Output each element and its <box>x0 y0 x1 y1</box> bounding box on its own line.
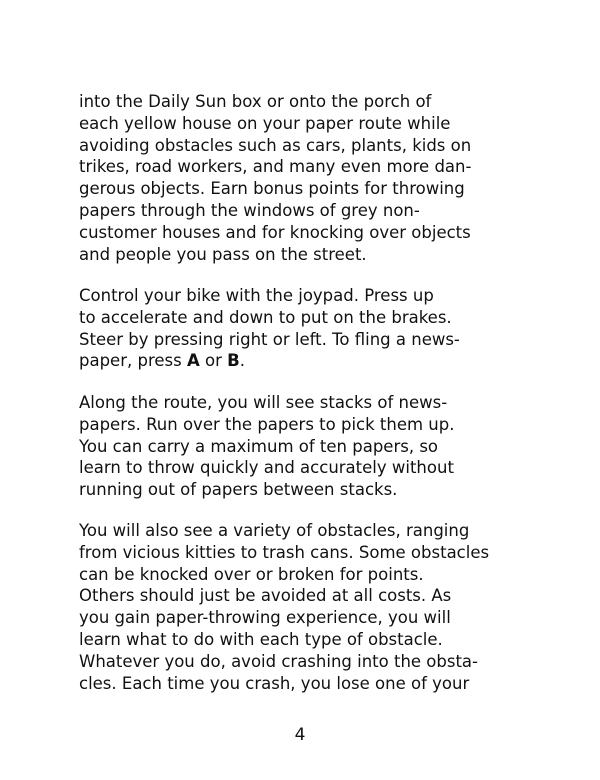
text-line: customer houses and for knocking over objects <box>79 222 471 242</box>
text-line: You will also see a variety of obstacles, ranging <box>79 521 470 540</box>
button-b-label: B <box>227 351 240 371</box>
text-line: cles. Each time you crash, you lose one of your <box>79 673 470 693</box>
text-line: into the Daily Sun box or onto the porch of <box>79 92 432 111</box>
text-line: Along the route, you will see stacks of news- <box>79 393 448 412</box>
text-fragment: or <box>199 351 228 371</box>
text-fragment: . <box>239 351 245 371</box>
text-line: papers. Run over the papers to pick them up. <box>79 414 455 434</box>
paragraph-controls <box>79 285 529 372</box>
text-line: learn what to do with each type of obstacle. <box>79 629 443 649</box>
text-line: Others should just be avoided at all costs. As <box>79 586 452 606</box>
text-line: gerous objects. Earn bonus points for throwing <box>79 179 465 199</box>
text-line: running out of papers between stacks. <box>79 480 398 500</box>
paragraph-paper-stacks <box>79 392 529 501</box>
text-line: Whatever you do, avoid crashing into the obsta- <box>79 651 478 671</box>
text-line: trikes, road workers, and many even more dan- <box>79 157 472 177</box>
text-line: each yellow house on your paper route while <box>79 113 451 133</box>
text-line: from vicious kitties to trash cans. Some obstacles <box>79 542 490 562</box>
page-number: 4 <box>294 725 306 745</box>
text-line: and people you pass on the street. <box>79 244 367 264</box>
text-line-buttons <box>79 350 529 372</box>
text-fragment: paper, press <box>79 351 187 371</box>
text-line: Control your bike with the joypad. Press up <box>79 286 434 305</box>
text-line: Steer by pressing right or left. To fling a news- <box>79 329 460 349</box>
text-line: to accelerate and down to put on the brakes. <box>79 307 452 327</box>
text-line: You can carry a maximum of ten papers, so <box>79 436 439 456</box>
text-line: avoiding obstacles such as cars, plants, kids on <box>79 135 472 155</box>
text-line: you gain paper-throwing experience, you will <box>79 608 451 628</box>
text-line: learn to throw quickly and accurately without <box>79 458 454 478</box>
text-line: can be knocked over or broken for points. <box>79 564 424 584</box>
paragraph-objective <box>79 91 529 265</box>
text-line: papers through the windows of grey non- <box>79 200 420 220</box>
button-a-label: A <box>186 351 200 371</box>
paragraph-obstacles <box>79 520 529 694</box>
